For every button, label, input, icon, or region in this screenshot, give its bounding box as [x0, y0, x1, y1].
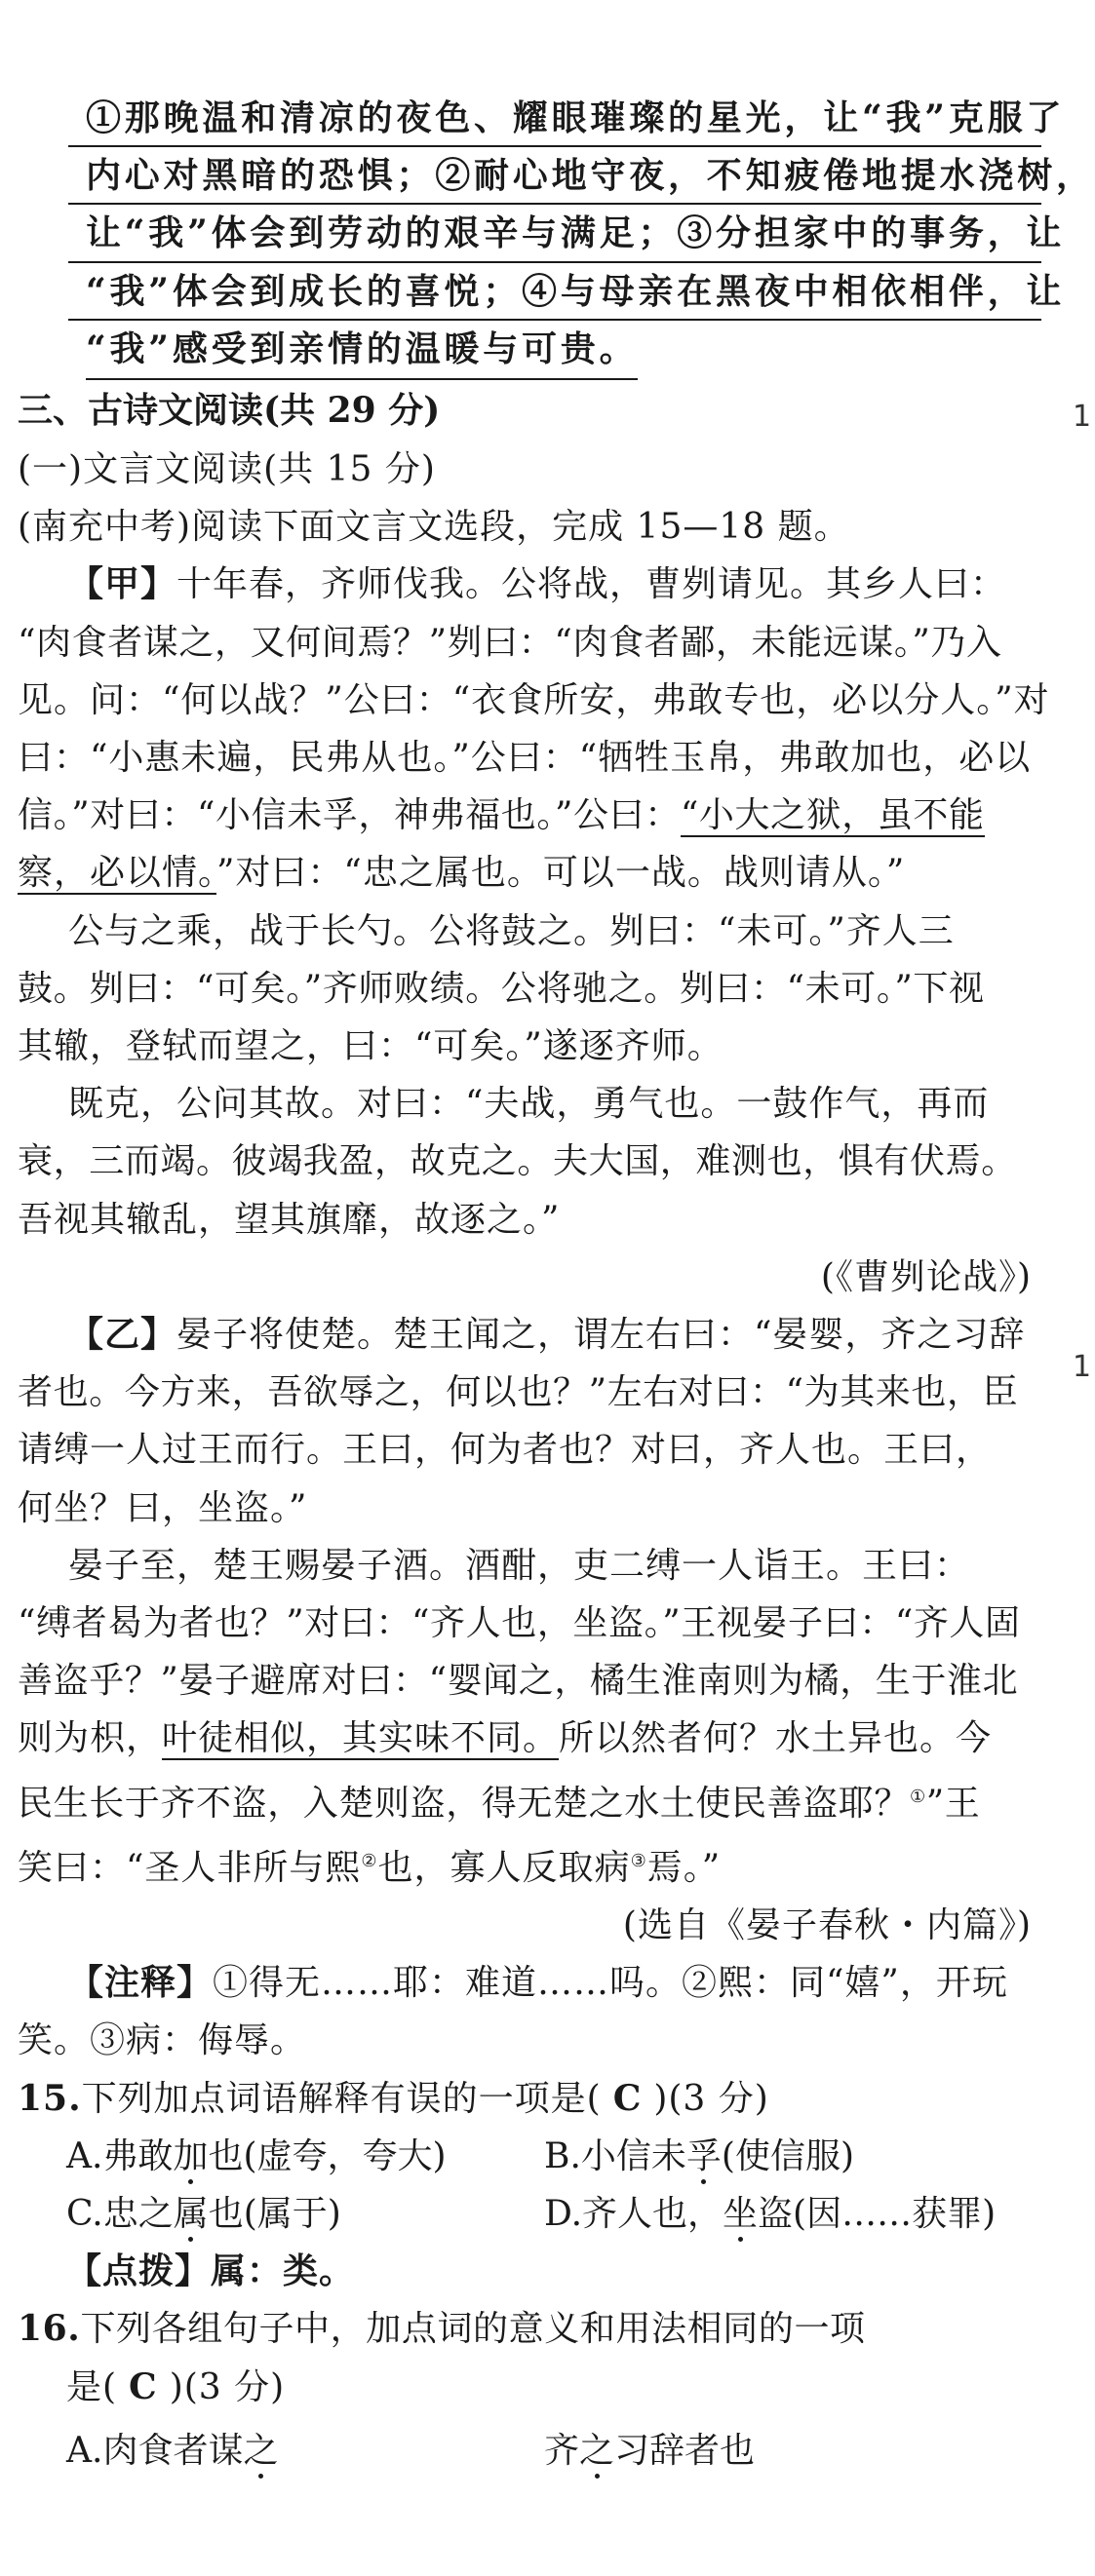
- q15-stem: 下列加点词语解释有误的一项是(: [81, 2078, 602, 2119]
- jia-underlined-2: 察，必以情。: [18, 853, 217, 894]
- jia-p1-l3: 见。问：“何以战？”公曰：“衣食所安，弗敢专也，必以分人。”对: [18, 679, 1050, 720]
- answer-line-5: “我”感受到亲情的温暖与可贵。: [86, 321, 638, 380]
- question-15: [18, 2070, 1041, 2301]
- jia-p2-l3: 其辙，登轼而望之，曰：“可矣。”遂逐齐师。: [18, 1025, 723, 1066]
- section-instruction: (南充中考)阅读下面文言文选段，完成 15—18 题。: [18, 507, 850, 548]
- jia-underlined-1: “小大之狱，虽不能: [680, 795, 985, 836]
- q15-score: )(3 分): [653, 2078, 769, 2119]
- jia-p2-l2: 鼓。刿曰：“可矣。”齐师败绩。公将驰之。刿曰：“未可。”下视: [18, 968, 985, 1009]
- jia-p2-l1: 公与之乘，战于长勺。公将鼓之。刿曰：“未可。”齐人三: [68, 910, 955, 951]
- yi-p1-l3: 请缚一人过王而行。王曰，何为者也？对曰，齐人也。王曰，: [18, 1430, 993, 1471]
- note-ref-1: ①: [910, 1786, 926, 1807]
- q16-number: 16.: [18, 2308, 81, 2350]
- answer-line-1: ①那晚温和清凉的夜色、耀眼璀璨的星光，让“我”克服了: [68, 90, 1041, 147]
- yi-p2-l6b: 也，寡人反取病: [377, 1847, 631, 1888]
- q16-option-a-left[interactable]: A.肉食者谋之: [66, 2430, 279, 2471]
- yi-p1-l2: 者也。今方来，吾欲辱之，何以也？”左右对曰：“为其来也，臣: [18, 1372, 1019, 1413]
- note-ref-3: ③: [630, 1850, 647, 1871]
- jia-p3-l2: 衰，三而竭。彼竭我盈，故克之。夫大国，难测也，惧有伏焉。: [18, 1141, 1017, 1182]
- q16-answer: C: [129, 2365, 158, 2407]
- q16-stem-2: 是(: [66, 2366, 118, 2407]
- edge-mark-1: 1: [1073, 400, 1092, 434]
- jia-p1-l4: 曰：“小惠未遍，民弗从也。”公曰：“牺牲玉帛，弗敢加也，必以: [18, 737, 1032, 778]
- q15-number: 15.: [18, 2077, 82, 2119]
- q15-c-dotted: 属: [173, 2194, 209, 2235]
- jia-p3-l1: 既克，公问其故。对曰：“夫战，勇气也。一鼓作气，再而: [68, 1084, 990, 1125]
- jia-p1-l2: “肉食者谋之，又何间焉？”刿曰：“肉食者鄙，未能远谋。”乃入: [18, 622, 1002, 663]
- q15-b-dotted: 孚: [685, 2135, 722, 2176]
- yi-p1-l1: 晏子将使楚。楚王闻之，谓左右曰：“晏婴，齐之习辞: [176, 1315, 1026, 1355]
- section-title: 三、古诗文阅读(共 29 分): [18, 389, 441, 431]
- answer-line-2: 内心对黑暗的恐惧；②耐心地守夜，不知疲倦地提水浇树，: [68, 147, 1041, 205]
- passage-yi: [18, 1306, 1041, 1954]
- yi-p2-l3: 善盗乎？”晏子避席对曰：“婴闻之，橘生淮南则为橘，生于淮北: [18, 1661, 1019, 1702]
- passage-yi-label: 【乙】: [68, 1314, 177, 1355]
- q15-option-c[interactable]: C.忠之属也(属于): [66, 2194, 341, 2235]
- q15-hint-label: 【点拨】: [66, 2250, 212, 2292]
- page-content: [18, 90, 1095, 2480]
- notes: [18, 1954, 1041, 2069]
- question-16: [18, 2300, 1041, 2480]
- yi-source: (选自《晏子春秋・内篇》): [622, 1905, 1032, 1946]
- yi-p2-l2: “缚者曷为者也？”对曰：“齐人也，坐盗。”王视晏子曰：“齐人固: [18, 1603, 1021, 1644]
- q15-hint: 属：类。: [211, 2250, 356, 2292]
- yi-p1-l4: 何坐？曰，坐盗。”: [18, 1487, 308, 1528]
- q15-a-dotted: 加: [173, 2135, 209, 2176]
- answer-block: [68, 90, 1095, 380]
- yi-p2-l1: 晏子至，楚王赐晏子酒。酒酣，吏二缚一人诣王。王曰：: [68, 1545, 971, 1586]
- notes-l2: 笑。③病：侮辱。: [18, 2020, 307, 2061]
- jia-p1-l1: 十年春，齐师伐我。公将战，曹刿请见。其乡人曰：: [176, 564, 1007, 605]
- q16-stem: 下列各组句子中，加点词的意义和用法相同的一项: [80, 2309, 866, 2350]
- yi-p2-l4b: 所以然者何？水土异也。今: [559, 1718, 993, 1759]
- answer-line-4: “我”体会到成长的喜悦；④与母亲在黑夜中相依相伴，让: [68, 263, 1041, 321]
- q16-a-left-dotted: 之: [243, 2430, 279, 2471]
- q16-score: )(3 分): [169, 2366, 286, 2407]
- jia-p3-l3: 吾视其辙乱，望其旗靡，故逐之。”: [18, 1199, 561, 1240]
- passage-jia-label: 【甲】: [68, 563, 177, 605]
- jia-p1-l6b: ”对曰：“忠之属也。可以一战。战则请从。”: [216, 853, 906, 894]
- q15-d-dotted: 坐: [723, 2194, 759, 2235]
- edge-mark-2: 1: [1073, 1350, 1092, 1384]
- q15-option-d[interactable]: D.齐人也，坐盗(因……获罪): [544, 2194, 997, 2235]
- notes-label: 【注释】: [68, 1962, 214, 2004]
- q16-a-right-dotted: 之: [579, 2430, 615, 2471]
- answer-line-3: 让“我”体会到劳动的艰辛与满足；③分担家中的事务，让: [68, 205, 1041, 262]
- yi-p2-l6c: 焉。”: [646, 1847, 722, 1888]
- note-ref-2: ②: [361, 1850, 378, 1871]
- notes-l1: ①得无……耶：难道……吗。②熙：同“嬉”，开玩: [213, 1963, 1008, 2004]
- q15-option-a[interactable]: A.弗敢加也(虚夸，夸大): [66, 2135, 447, 2176]
- passage-jia: [18, 556, 1050, 1306]
- q16-option-a-right[interactable]: 齐之习辞者也: [544, 2430, 756, 2471]
- yi-p2-l5: 民生长于齐不盗，入楚则盗，得无楚之水土使民善盗耶？: [18, 1783, 911, 1824]
- yi-p2-l4a: 则为枳，: [18, 1718, 163, 1759]
- section-subtitle: (一)文言文阅读(共 15 分): [18, 448, 436, 489]
- q15-option-b[interactable]: B.小信未孚(使信服): [544, 2135, 855, 2176]
- jia-source: (《曹刿论战》): [820, 1256, 1032, 1297]
- jia-p1-l5a: 信。”对曰：“小信未孚，神弗福也。”公曰：: [18, 795, 681, 836]
- yi-p2-l6a: 笑曰：“圣人非所与熙: [18, 1847, 362, 1888]
- q15-answer: C: [612, 2077, 643, 2119]
- yi-underlined: 叶徒相似，其实味不同。: [162, 1718, 560, 1759]
- yi-p2-l5end: ”王: [925, 1783, 981, 1824]
